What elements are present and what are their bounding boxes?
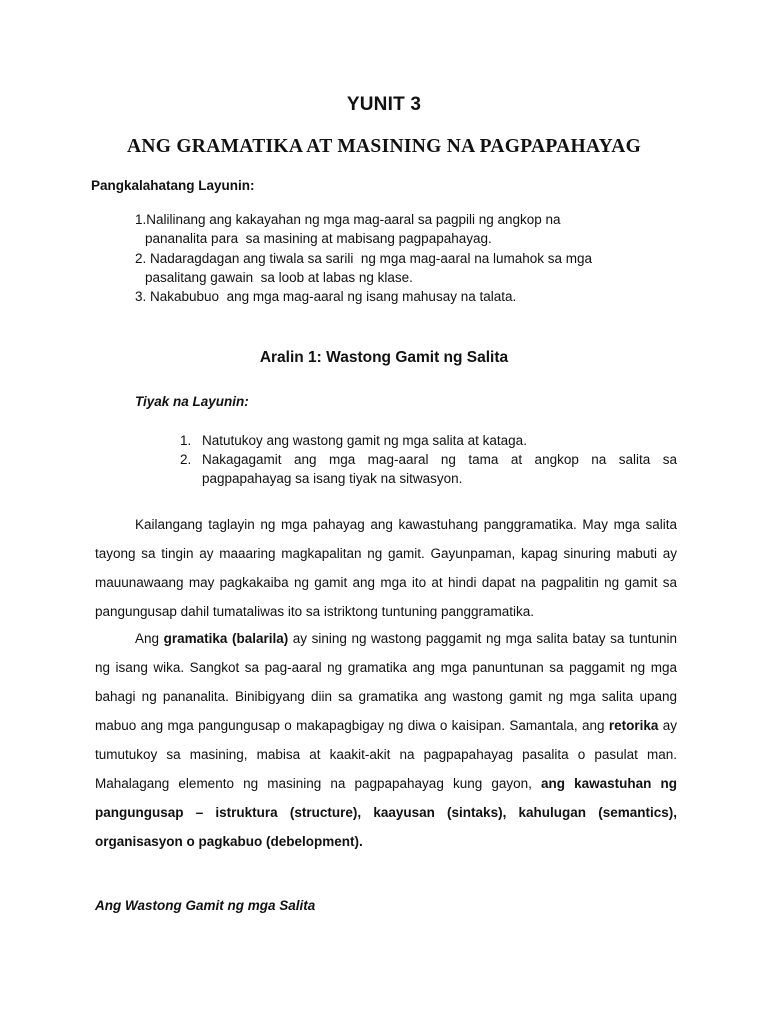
bold-term: gramatika (balarila) — [163, 631, 289, 646]
bold-term: retorika — [608, 718, 659, 733]
paragraph-line: organisasyon o pagkabuo (debelopment). — [95, 834, 363, 849]
paragraph-line: tayong sa tingin ay maaaring magkapalitan ng gamit. Gayunpaman, kapag sinuring mabuti ay — [95, 546, 677, 561]
general-objectives-heading: Pangkalahatang Layunin: — [91, 178, 255, 193]
general-objective-line: 1.Nalilinang ang kakayahan ng mga mag-aaral sa pagpili ng angkop na — [135, 212, 561, 227]
paragraph-line: ng isang wika. Sangkot sa pag-aaral ng gramatika ang mga panuntunan sa paggamit ng mga — [95, 660, 677, 675]
paragraph-line — [95, 629, 677, 658]
paragraph-line: pangungusap dahil tumataliwas ito sa istriktong tuntuning panggramatika. — [95, 604, 535, 619]
text-run: Mahalagang elemento ng masining na pagpapahayag kung gayon, — [95, 776, 541, 791]
text-run: Ang — [135, 631, 164, 646]
paragraph-line: Kailangang taglayin ng mga pahayag ang kawastuhang panggramatika. May mga salita — [135, 517, 677, 532]
lesson-title: Aralin 1: Wastong Gamit ng Salita — [259, 349, 509, 366]
paragraph-line: tumutukoy sa masining, mabisa at kaakit-akit na pagpapahayag pasalita o pasulat man. — [95, 747, 677, 762]
list-number: 1. — [180, 433, 192, 448]
specific-objectives-list — [180, 431, 677, 488]
general-objective-line: 2. Nadaragdagan ang tiwala sa sarili ng mga mag-aaral na lumahok sa mga — [135, 250, 593, 266]
text-run: ay — [658, 718, 678, 733]
specific-objective-item — [180, 450, 677, 488]
unit-heading: YUNIT 3 — [346, 94, 422, 115]
paragraph-line — [95, 716, 677, 745]
list-item-text — [202, 450, 677, 488]
general-objective-line: 3. Nakabubuo ang mga mag-aaral ng isang mahusay na talata. — [135, 289, 517, 305]
paragraph-line: mauunawaang may pagkakaiba ng gamit ang mga ito at hindi dapat na pagpalitin ng gamit sa — [95, 575, 677, 590]
paragraph-line — [95, 774, 677, 803]
general-objective-line: pananalita para sa masining at mabisang pagpapahayag. — [145, 231, 492, 247]
list-item-text — [202, 431, 677, 450]
section-subheading: Ang Wastong Gamit ng mga Salita — [95, 898, 316, 913]
text-run: mabuo ang mga pangungusap o makapagbigay ng diwa o kaisipan. Samantala, ang — [95, 718, 609, 733]
list-number: 2. — [180, 452, 192, 467]
paragraph-1 — [95, 515, 677, 631]
bold-term: ang kawastuhan ng — [540, 776, 677, 791]
specific-objective-item — [180, 431, 677, 450]
text-run: ay sining ng wastong paggamit ng mga salita batay sa tuntunin — [288, 631, 677, 646]
paragraph-line: pangungusap – istruktura (structure), kaayusan (sintaks), kahulugan (semantics), — [95, 805, 677, 820]
specific-objectives-heading: Tiyak na Layunin: — [135, 394, 249, 409]
unit-title: ANG GRAMATIKA AT MASINING NA PAGPAPAHAYAG — [126, 136, 642, 157]
list-item-line: Nakagagamit ang mga mag-aaral ng tama at angkop na salita sa — [202, 452, 677, 467]
list-item-line: Natutukoy ang wastong gamit ng mga salita at kataga. — [202, 433, 527, 448]
general-objective-line: pasalitang gawain sa loob at labas ng klase. — [145, 269, 413, 285]
paragraph-line: bahagi ng pananalita. Binibigyang diin sa gramatika ang wastong gamit ng mga salita upang — [95, 689, 677, 704]
paragraph-2 — [95, 629, 677, 861]
list-item-line: pagpapahayag sa isang tiyak na sitwasyon. — [202, 471, 463, 486]
general-objectives-list — [135, 210, 695, 306]
